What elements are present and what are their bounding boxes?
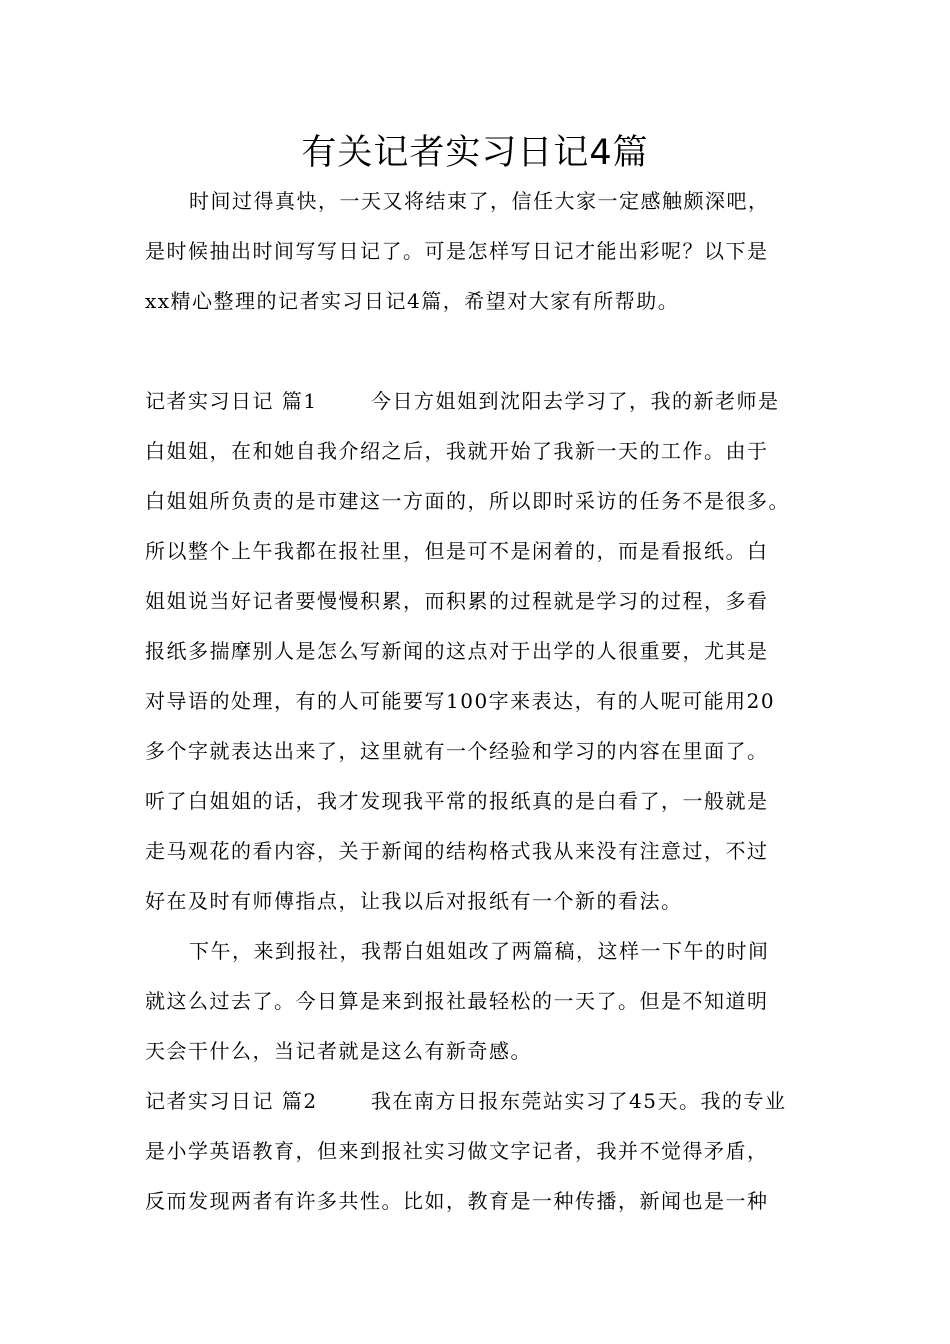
entry1-para2-line: 下午，来到报社，我帮白姐姐改了两篇稿，这样一下午的时间 — [189, 939, 770, 963]
entry1-line: 对导语的处理，有的人可能要写100字来表达，有的人呢可能用20 — [145, 689, 776, 713]
entry2-first-line — [145, 1076, 825, 1126]
entry1-first-text: 今日方姐姐到沈阳去学习了，我的新老师是 — [371, 389, 780, 413]
entry1-para2-line: 就这么过去了。今日算是来到报社最轻松的一天了。但是不知道明 — [145, 989, 769, 1013]
entry1-line: 白姐姐所负责的是市建这一方面的，所以即时采访的任务不是很多。 — [145, 489, 790, 513]
entry1-line: 走马观花的看内容，关于新闻的结构格式我从来没有注意过，不过 — [145, 839, 769, 863]
entry1-line: 报纸多揣摩别人是怎么写新闻的这点对于出学的人很重要，尤其是 — [145, 639, 769, 663]
entry1-line: 所以整个上午我都在报社里，但是可不是闲着的，而是看报纸。白 — [145, 539, 769, 563]
entry2-first-text: 我在南方日报东莞站实习了45天。我的专业 — [371, 1089, 787, 1113]
entry1-para2-line: 天会干什么，当记者就是这么有新奇感。 — [145, 1039, 532, 1063]
document-body — [145, 176, 825, 1226]
paragraph-gap — [145, 326, 825, 376]
entry1-heading: 记者实习日记 篇1 — [145, 389, 318, 413]
intro-line: xx精心整理的记者实习日记4篇，希望对大家有所帮助。 — [145, 289, 680, 313]
entry1-line: 多个字就表达出来了，这里就有一个经验和学习的内容在里面了。 — [145, 739, 769, 763]
intro-line: 时间过得真快，一天又将结束了，信任大家一定感触颇深吧， — [189, 189, 770, 213]
document-title: 有关记者实习日记4篇 — [301, 133, 649, 173]
entry1-first-line — [145, 376, 825, 426]
entry2-heading: 记者实习日记 篇2 — [145, 1089, 318, 1113]
entry1-line: 好在及时有师傅指点，让我以后对报纸有一个新的看法。 — [145, 889, 683, 913]
intro-line: 是时候抽出时间写写日记了。可是怎样写日记才能出彩呢？以下是 — [145, 239, 769, 263]
entry1-line: 姐姐说当好记者要慢慢积累，而积累的过程就是学习的过程，多看 — [145, 589, 769, 613]
entry2-line: 是小学英语教育，但来到报社实习做文字记者，我并不觉得矛盾， — [145, 1139, 769, 1163]
entry2-line: 反而发现两者有许多共性。比如，教育是一种传播，新闻也是一种 — [145, 1189, 769, 1213]
entry1-line: 听了白姐姐的话，我才发现我平常的报纸真的是白看了，一般就是 — [145, 789, 769, 813]
entry1-line: 白姐姐，在和她自我介绍之后，我就开始了我新一天的工作。由于 — [145, 439, 769, 463]
